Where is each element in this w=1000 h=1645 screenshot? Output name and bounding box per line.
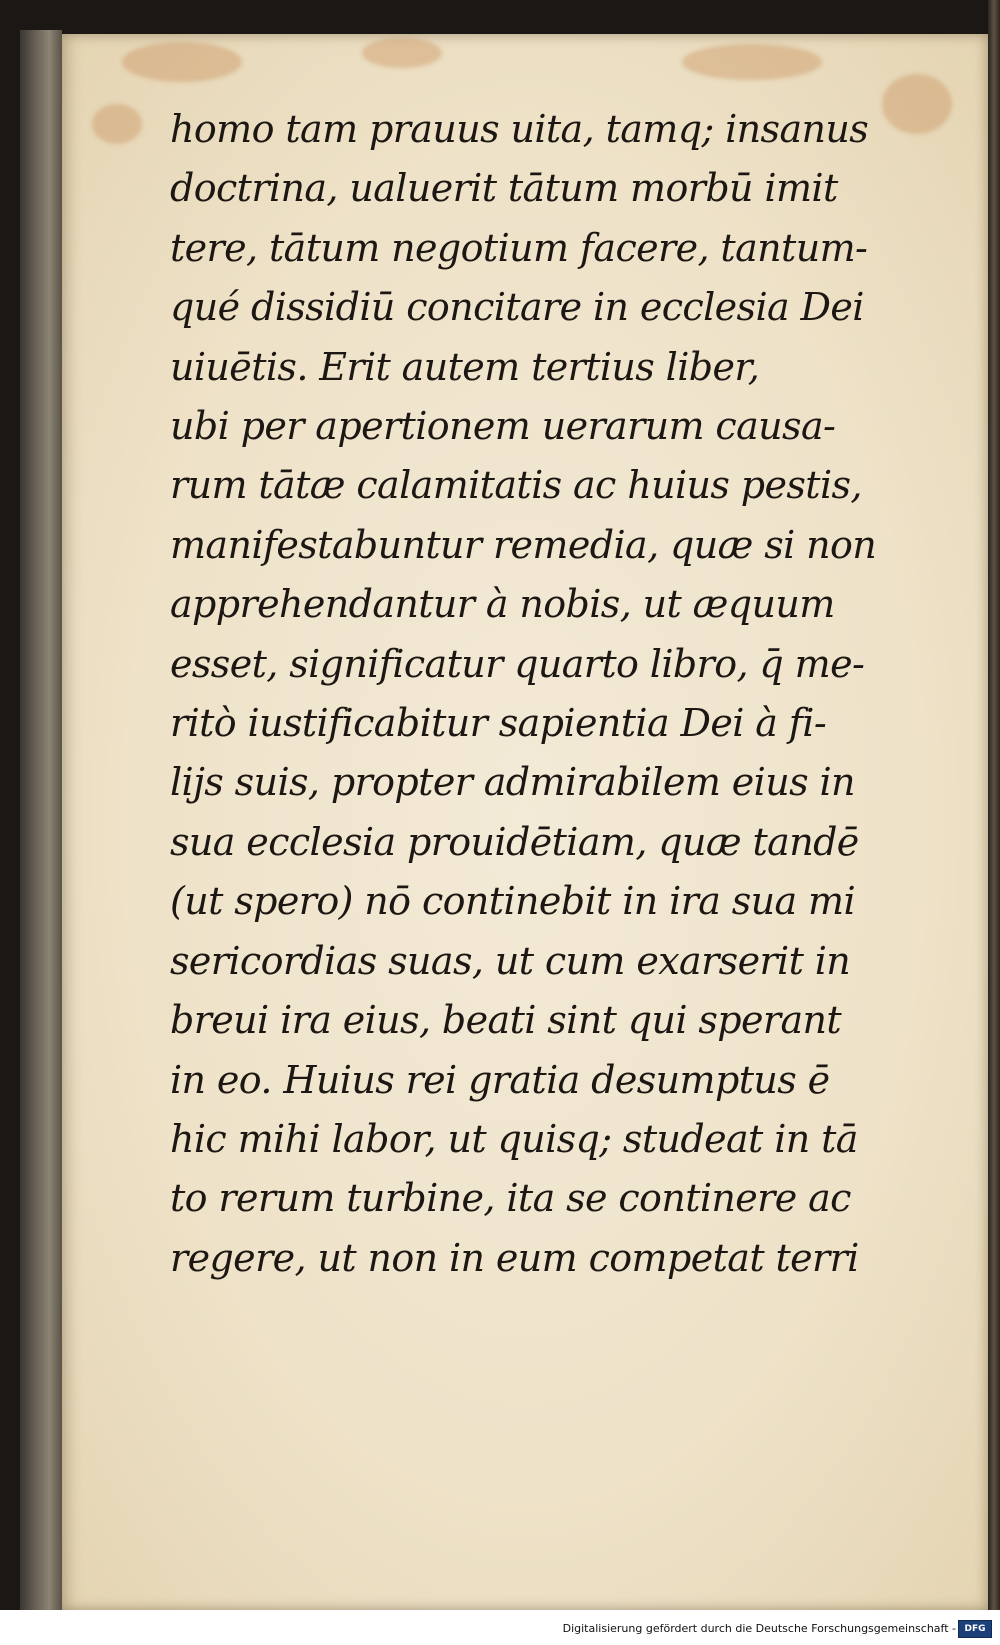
funding-credit: Digitalisierung gefördert durch die Deutsche Forschungsgemeinschaft -: [562, 1622, 956, 1635]
book-edge: [20, 30, 62, 1610]
text-line: sua ecclesia prouidētiam, quæ tandē: [170, 819, 859, 864]
text-line: tere, tātum negotium facere, tantum-: [170, 225, 868, 270]
text-line: lijs suis, propter admirabilem eius in: [170, 760, 855, 805]
text-line: homo tam prauus uita, tamq; insanus: [170, 107, 869, 151]
text-line: apprehendantur à nobis, ut æquum: [170, 582, 835, 627]
foxing-stain: [882, 74, 952, 134]
text-line: esset, significatur quarto libro, q̄ me-: [170, 641, 865, 686]
text-line: regere, ut non in eum competat terri: [170, 1235, 859, 1280]
foxing-stain: [362, 38, 442, 68]
text-line: ubi per apertionem uerarum causa-: [170, 404, 836, 449]
text-line: manifestabuntur remedia, quæ si non: [170, 522, 877, 567]
text-line: in eo. Huius rei gratia desumptus ē: [170, 1057, 830, 1102]
foxing-stain: [122, 42, 242, 82]
text-line: sericordias suas, ut cum exarserit in: [170, 938, 851, 983]
text-line: breui ira eius, beati sint qui sperant: [170, 998, 842, 1043]
text-line: uiuētis. Erit autem tertius liber,: [170, 344, 760, 389]
foxing-stain: [92, 104, 142, 144]
page-text: [170, 100, 890, 1288]
text-line: hic mihi labor, ut quisq; studeat in tā: [170, 1116, 858, 1161]
text-line: ritò iustificabitur sapientia Dei à fi-: [170, 701, 827, 746]
text-line: to rerum turbine, ita se continere ac: [170, 1176, 851, 1221]
dfg-logo: DFG: [958, 1620, 992, 1638]
book-spine: [988, 0, 1000, 1610]
text-line: qué dissidiū concitare in ecclesia Dei: [170, 285, 864, 330]
text-line: (ut spero) nō continebit in ira sua mi: [170, 879, 856, 924]
text-line: doctrina, ualuerit tātum morbū imit: [170, 166, 838, 211]
foxing-stain: [682, 44, 822, 80]
text-line: rum tātæ calamitatis ac huius pestis,: [170, 463, 862, 508]
